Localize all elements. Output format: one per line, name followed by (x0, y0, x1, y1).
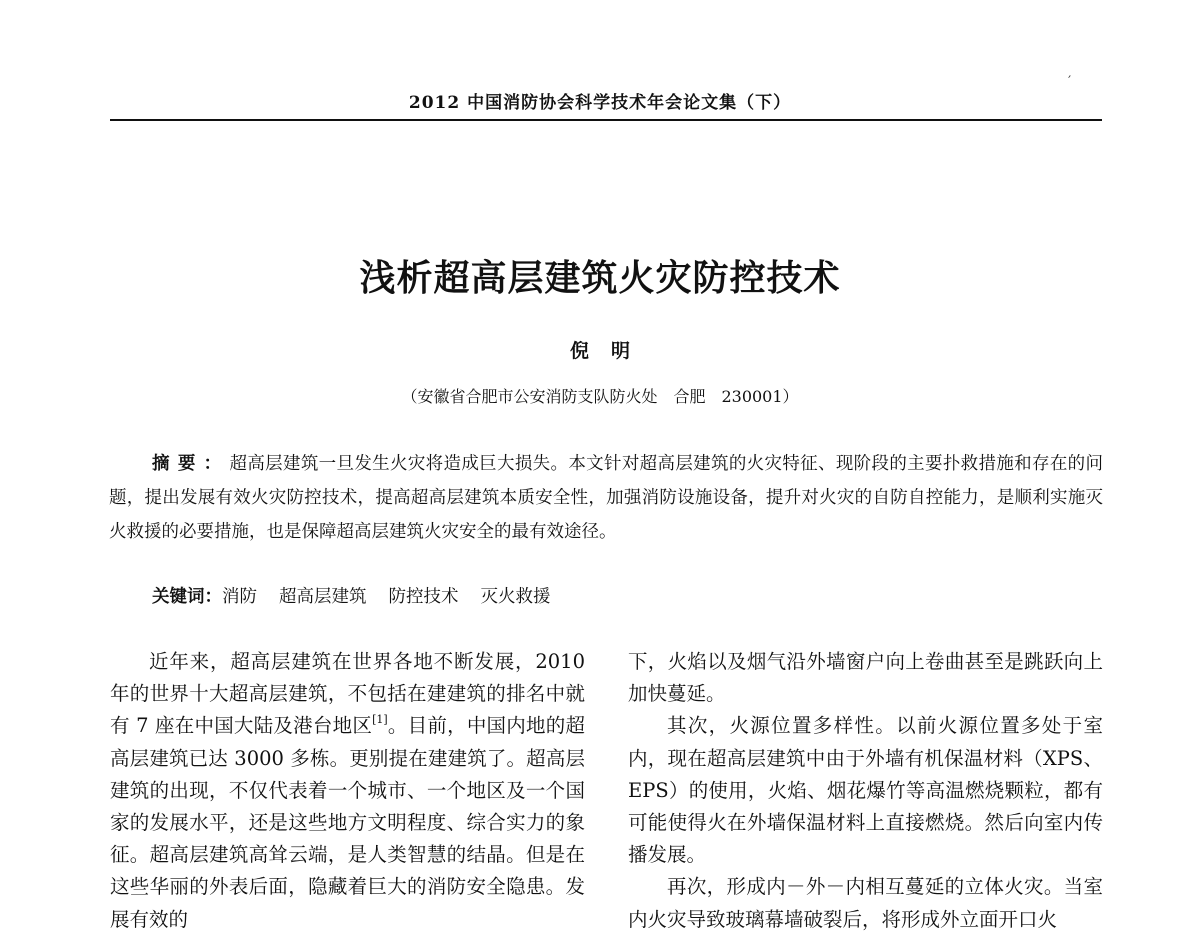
keyword-item: 灭火救援 (480, 587, 551, 607)
body-column-right (628, 646, 1103, 936)
abstract (109, 447, 1103, 549)
keywords (152, 582, 1102, 612)
keyword-item: 超高层建筑 (279, 587, 367, 607)
scan-mark: ′ (1068, 74, 1072, 90)
body-column-left (110, 646, 585, 936)
keywords-label: 关键词： (152, 587, 222, 607)
keyword-item: 防控技术 (388, 587, 459, 607)
keyword-item: 消防 (222, 587, 257, 607)
body-text: 。目前，中国内地的超高层建筑已达 3000 多栋。更别提在建建筑了。超高层建筑的出现，不仅代表着一个城市、一个地区及一个国家的发展水平，还是这些地方文明程度、综合实力的象征。超高层建筑高耸云端，是人类智慧的结晶。但是在这些华丽的外表后面，隐藏着巨大的消防安全隐患。发展有效的 (110, 714, 585, 931)
paragraph: 其次，火源位置多样性。以前火源位置多处于室内，现在超高层建筑中由于外墙有机保温材料（XPS、EPS）的使用，火焰、烟花爆竹等高温燃烧颗粒，都有可能使得火在外墙保温材料上直接燃烧。然后向室内传播发展。 (628, 714, 1103, 867)
author-name: 倪明 (569, 340, 652, 362)
paragraph: 再次，形成内－外－内相互蔓延的立体火灾。当室内火灾导致玻璃幕墙破裂后，将形成外立面开口火 (628, 875, 1103, 931)
author-affiliation: （安徽省合肥市公安消防支队防火处 合肥 230001） (401, 387, 799, 406)
paragraph: 下，火焰以及烟气沿外墙窗户向上卷曲甚至是跳跃向上加快蔓延。 (628, 650, 1103, 706)
paper-title: 浅析超高层建筑火灾防控技术 (359, 257, 841, 299)
running-header: 2012 中国消防协会科学技术年会论文集（下） (408, 93, 792, 113)
paragraph (110, 646, 585, 936)
abstract-label: 摘要： (152, 454, 230, 474)
header-rule (110, 119, 1102, 121)
body-text: 近年来，超高层建筑在世界各地不断发展，2010 年的世界十大超高层建筑，不包括在建建筑的排名中就有 7 座在中国大陆及港台地区 (110, 650, 585, 738)
keywords-list (222, 587, 573, 607)
abstract-text: 超高层建筑一旦发生火灾将造成巨大损失。本文针对超高层建筑的火灾特征、现阶段的主要扑救措施和存在的问题，提出发展有效火灾防控技术，提高超高层建筑本质安全性，加强消防设施设备，提升对火灾的自防自控能力，是顺利实施灭火救援的必要措施，也是保障超高层建筑火灾安全的最有效途径。 (109, 454, 1103, 542)
citation-ref: [1] (372, 713, 388, 727)
